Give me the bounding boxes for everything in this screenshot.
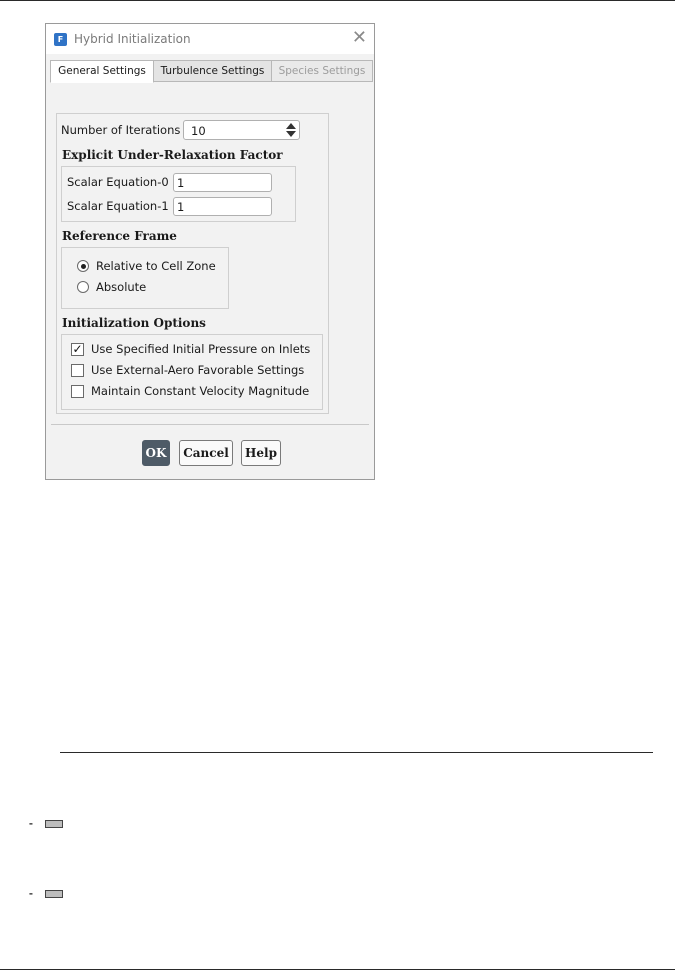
small-marker: ▬ [29, 891, 33, 896]
small-button-icon [45, 820, 63, 828]
relaxation-heading: Explicit Under-Relaxation Factor [62, 148, 283, 162]
scalar-equation-0-input[interactable]: 1 [173, 173, 272, 192]
radio-relative-to-cell-zone[interactable] [77, 260, 89, 272]
small-button-icon [45, 890, 63, 898]
tab-turbulence-settings[interactable]: Turbulence Settings [153, 60, 272, 82]
ok-button[interactable]: OK [142, 440, 170, 466]
iterations-spinner[interactable] [183, 120, 300, 140]
scalar-equation-1-label: Scalar Equation-1 [67, 199, 169, 213]
tab-general-settings[interactable]: General Settings [50, 60, 154, 83]
checkbox-constant-velocity-label[interactable]: Maintain Constant Velocity Magnitude [91, 384, 310, 398]
close-icon[interactable]: ✕ [351, 27, 367, 48]
page-middle-rule [60, 752, 653, 753]
tab-bar [46, 60, 374, 82]
scalar-equation-0-label: Scalar Equation-0 [67, 175, 169, 189]
scalar-equation-1-input[interactable]: 1 [173, 197, 272, 216]
cancel-button[interactable]: Cancel [179, 440, 233, 466]
radio-absolute[interactable] [77, 281, 89, 293]
checkbox-external-aero[interactable] [71, 364, 84, 377]
app-icon: F [54, 33, 67, 46]
reference-frame-heading: Reference Frame [62, 229, 177, 243]
iterations-value[interactable]: 10 [191, 124, 206, 138]
checkbox-constant-velocity[interactable] [71, 385, 84, 398]
help-button[interactable]: Help [241, 440, 281, 466]
initialization-options-heading: Initialization Options [62, 316, 206, 330]
iterations-label: Number of Iterations [61, 123, 181, 137]
spin-up-icon[interactable] [286, 123, 296, 129]
button-separator [51, 424, 369, 425]
dialog-title: Hybrid Initialization [74, 32, 191, 46]
small-marker: ▬ [29, 821, 33, 826]
tab-species-settings: Species Settings [271, 60, 373, 82]
checkbox-external-aero-label[interactable]: Use External-Aero Favorable Settings [91, 363, 305, 377]
spin-down-icon[interactable] [286, 131, 296, 137]
hybrid-initialization-dialog [45, 23, 375, 480]
dialog-titlebar [46, 24, 374, 54]
page-top-rule [0, 0, 675, 1]
radio-absolute-label[interactable]: Absolute [96, 280, 147, 294]
reference-frame-group [61, 247, 229, 309]
page-bottom-rule [0, 969, 675, 970]
checkbox-specified-initial-pressure[interactable]: ✓ [72, 342, 83, 356]
radio-relative-label[interactable]: Relative to Cell Zone [96, 259, 216, 273]
checkbox-specified-initial-pressure-label[interactable]: Use Specified Initial Pressure on Inlets [91, 342, 311, 356]
